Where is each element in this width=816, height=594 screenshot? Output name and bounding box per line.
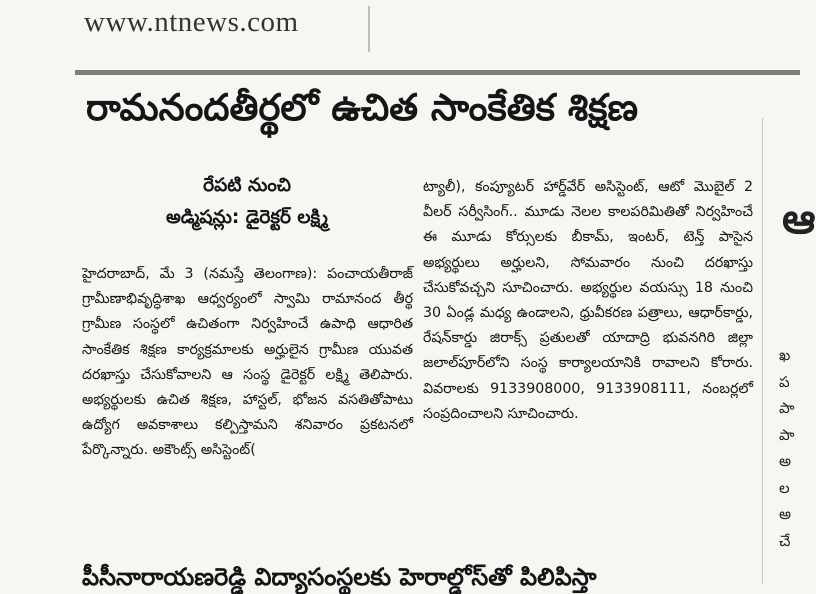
adjacent-article-text <box>779 342 800 554</box>
subheadline-line-1: రేపటి నుంచి <box>203 175 291 196</box>
article-body-column-2 <box>423 175 753 427</box>
next-article-headline: పీసీనారాయణరెడ్డి విద్యాసంస్థలకు హెరాల్డోస్‌తో పిలిపిస్తా <box>82 563 597 591</box>
article-headline: రామనందతీర్థలో ఉచిత సాంకేతిక శిక్షణ <box>86 86 639 129</box>
article-subheadline <box>82 170 412 234</box>
adjacent-line: పా <box>779 399 795 417</box>
subheadline-line-2: అడ్మిషన్లు: డైరెక్టర్ లక్ష్మి <box>166 207 328 228</box>
site-url: www.ntnews.com <box>84 6 299 38</box>
column-divider <box>762 118 763 584</box>
header-rule <box>75 70 800 75</box>
adjacent-line: ప <box>779 372 790 391</box>
adjacent-line: అ <box>779 452 792 470</box>
article-paragraph: ట్యాలీ), కంప్యూటర్ హార్డ్‌వేర్ అసిస్టెంట్, ఆటో మొబైల్ 2 వీలర్ సర్వీసింగ్.. మూడు నెలల కాలపరిమితితో నిర్వహించే ఈ మూడు కోర్సులకు బీకామ్, ఇంటర్, టెన్త్ పాసైన అభ్యర్థులు అర్హులని, సోమవారం నుంచి దరఖాస్తు చేసుకోవచ్చని సూచించారు. అభ్యర్థుల వయస్సు 18 నుంచి 30 ఏండ్ల మధ్య ఉండాలని, ధ్రువీకరణ పత్రాలు, ఆధార్‌కార్డు, రేషన్‌కార్డు జిరాక్స్ ప్రతులతో యాదాద్రి భువనగిరి జిల్లా జలాల్‌పూర్‌లోని సంస్థ కార్యాలయానికి రావాలని కోరారు. వివరాలకు 9133908000, 9133908111, నంబర్లలో సంప్రదించాలని సూచించారు. <box>423 179 753 422</box>
article-paragraph: హైదరాబాద్, మే 3 (నమస్తే తెలంగాణ): పంచాయతీరాజ్ గ్రామీణాభివృద్ధిశాఖ ఆధ్వర్యంలో స్వామి రామానంద తీర్థ గ్రామీణ సంస్థలో ఉచితంగా నిర్వహించే ఉపాధి ఆధారిత సాంకేతిక శిక్షణ కార్యక్రమాలకు అర్హులైన గ్రామీణ యువత దరఖాస్తు చేసుకోవాలని ఆ సంస్థ డైరెక్టర్ లక్ష్మి తెలిపారు. అభ్యర్థులకు ఉచిత శిక్షణ, హాస్టల్, భోజన వసతితోపాటు ఉద్యోగ అవకాశాలు కల్పిస్తామని శనివారం ప్రకటనలో పేర్కొన్నారు. అకౌంట్స్ అసిస్టెంట్( <box>82 266 413 459</box>
adjacent-line: పా <box>779 425 795 444</box>
article-body-column-1 <box>82 262 413 464</box>
adjacent-line: ఖ <box>779 346 791 364</box>
url-divider <box>368 6 370 52</box>
adjacent-article-heading: ఆ <box>782 194 816 243</box>
adjacent-line: ల <box>779 478 790 497</box>
adjacent-line: అ <box>779 505 792 523</box>
adjacent-line: చే <box>779 531 791 550</box>
